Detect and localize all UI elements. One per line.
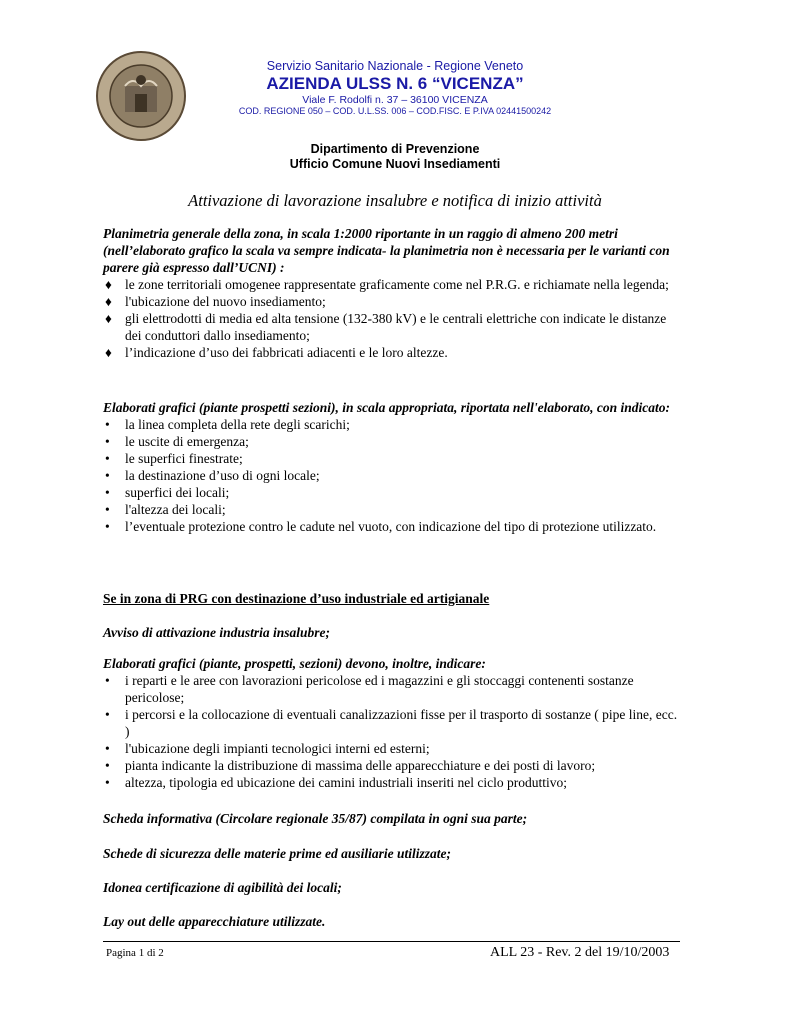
list-item-text: la linea completa della rete degli scarichi; [125, 417, 350, 432]
section-heading: Elaborati grafici (piante prospetti sezioni), in scala appropriata, riportata nell'elaborato, con indicato: [103, 400, 671, 415]
list-item [103, 416, 683, 433]
section-planimetria [103, 225, 683, 361]
list-item-text: superfici dei locali; [125, 485, 230, 500]
list-item-text: altezza, tipologia ed ubicazione dei camini industriali inseriti nel ciclo produttivo; [125, 775, 567, 790]
list-item-text: le zone territoriali omogenee rappresentate graficamente come nel P.R.G. e richiamate nella legenda; [125, 277, 669, 292]
list-item-text: i reparti e le aree con lavorazioni pericolose ed i magazzini e gli stoccaggi contenenti sostanze pericolose; [125, 673, 634, 705]
bullet-icon: • [105, 519, 110, 534]
list-item [103, 433, 683, 450]
extra-certificazione: Idonea certificazione di agibilità dei locali; [103, 880, 342, 895]
section-heading: Planimetria generale della zona, in scala 1:2000 riportante in un raggio di almeno 200 metri (nell’elaborato grafico la scala va sempre indicata- la planimetria non è necessaria per le varianti con parere già espresso dall’UCNI) : [103, 226, 670, 275]
list-item-text: i percorsi e la collocazione di eventuali canalizzazioni fisse per il trasporto di sostanze ( pipe line, ecc. ) [125, 707, 678, 739]
bullet-icon: • [105, 417, 110, 432]
list-item-text: gli elettrodotti di media ed alta tensione (132-380 kV) e le centrali elettriche con indicate le distanze dei conduttori dallo insediamento; [125, 311, 667, 343]
section-subheading: Elaborati grafici (piante, prospetti, sezioni) devono, inoltre, indicare: [103, 656, 486, 671]
list-item-text: le superfici finestrate; [125, 451, 243, 466]
bullet-icon: • [105, 758, 110, 773]
bullet-icon: • [105, 485, 110, 500]
section-industrial-heading: Se in zona di PRG con destinazione d’uso industriale ed artigianale [103, 591, 490, 606]
header-codes: COD. REGIONE 050 – COD. U.L.SS. 006 – COD.FISC. E P.IVA 02441500242 [238, 106, 552, 116]
list-item-text: le uscite di emergenza; [125, 434, 249, 449]
list-item-text: l'ubicazione del nuovo insediamento; [125, 294, 326, 309]
document-title: Attivazione di lavorazione insalubre e notifica di inizio attività [188, 191, 602, 210]
list-item [103, 344, 683, 361]
footer-divider [103, 941, 680, 942]
header-agency-name: AZIENDA ULSS N. 6 “VICENZA” [266, 74, 524, 93]
extra-schede-sicurezza: Schede di sicurezza delle materie prime ed ausiliarie utilizzate; [103, 846, 451, 861]
section-industrial [103, 655, 683, 791]
list-item-text: l’eventuale protezione contro le cadute nel vuoto, con indicazione del tipo di protezione utilizzato. [125, 519, 657, 534]
diamond-bullet-icon: ♦ [105, 311, 112, 326]
ulss-seal-logo [95, 50, 187, 142]
bullet-list [103, 672, 683, 791]
notice-insalubre: Avviso di attivazione industria insalubre; [103, 625, 331, 640]
header-address: Viale F. Rodolfi n. 37 – 36100 VICENZA [302, 94, 488, 106]
list-item [103, 293, 683, 310]
bullet-list [103, 416, 683, 535]
list-item-text: l’indicazione d’uso dei fabbricati adiacenti e le loro altezze. [125, 345, 448, 360]
list-item-text: l'ubicazione degli impianti tecnologici interni ed esterni; [125, 741, 430, 756]
office-name: Ufficio Comune Nuovi Insediamenti [289, 157, 501, 171]
list-item-text: la destinazione d’uso di ogni locale; [125, 468, 320, 483]
list-item [103, 467, 683, 484]
extra-layout: Lay out delle apparecchiature utilizzate. [103, 914, 326, 929]
bullet-icon: • [105, 468, 110, 483]
diamond-bullet-icon: ♦ [105, 294, 112, 309]
bullet-icon: • [105, 775, 110, 790]
bullet-icon: • [105, 502, 110, 517]
list-item [103, 501, 683, 518]
list-item [103, 518, 683, 535]
list-item [103, 310, 683, 344]
bullet-icon: • [105, 434, 110, 449]
header-service: Servizio Sanitario Nazionale - Regione Veneto [266, 59, 524, 73]
list-item [103, 740, 683, 757]
revision-label: ALL 23 - Rev. 2 del 19/10/2003 [490, 945, 670, 960]
page-number: Pagina 1 di 2 [106, 947, 164, 959]
department-name: Dipartimento di Prevenzione [310, 142, 480, 156]
list-item [103, 276, 683, 293]
diamond-bullet-icon: ♦ [105, 277, 112, 292]
list-item [103, 757, 683, 774]
bullet-icon: • [105, 673, 110, 688]
list-item [103, 774, 683, 791]
list-item-text: pianta indicante la distribuzione di massima delle apparecchiature e dei posti di lavoro; [125, 758, 596, 773]
diamond-bullet-icon: ♦ [105, 345, 112, 360]
bullet-list [103, 276, 683, 361]
section-elaborati [103, 399, 683, 535]
list-item [103, 484, 683, 501]
bullet-icon: • [105, 741, 110, 756]
bullet-icon: • [105, 707, 110, 722]
list-item [103, 706, 683, 740]
list-item [103, 672, 683, 706]
bullet-icon: • [105, 451, 110, 466]
extra-scheda-informativa: Scheda informativa (Circolare regionale 35/87) compilata in ogni sua parte; [103, 811, 528, 826]
list-item [103, 450, 683, 467]
list-item-text: l'altezza dei locali; [125, 502, 226, 517]
